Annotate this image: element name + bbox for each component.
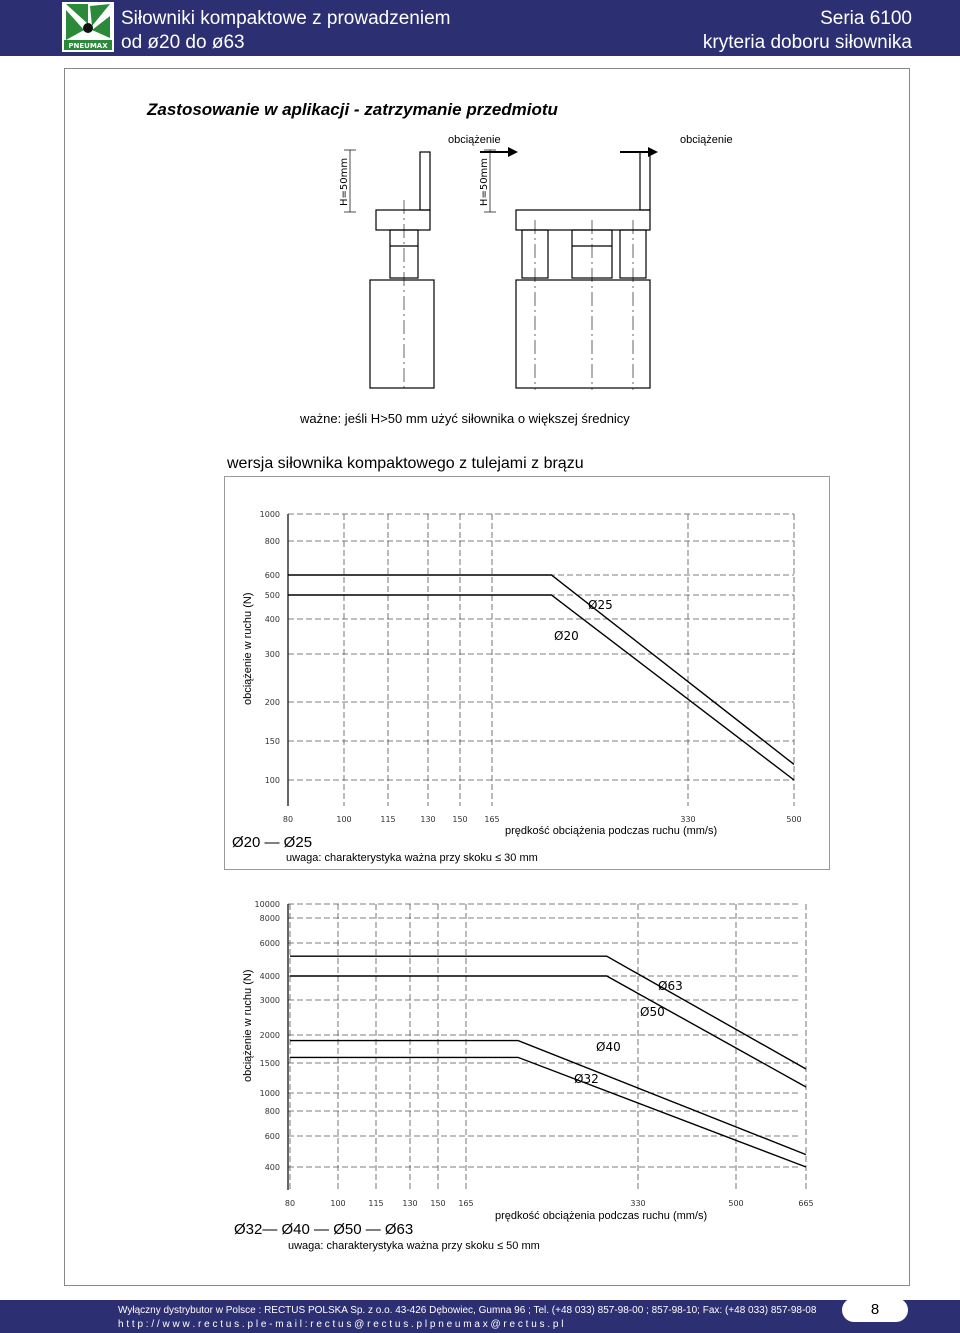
single-cylinder-drawing — [370, 152, 434, 390]
logo-text: PNEUMAX — [68, 42, 108, 50]
chart1-y-axis-label: obciążenie w ruchu (N) — [242, 592, 254, 705]
header-subtitle: kryteria doboru siłownika — [702, 32, 912, 53]
series-line — [288, 575, 794, 764]
version-subtitle: wersja siłownika kompaktowego z tulejami z brązu — [227, 455, 584, 472]
y-tick-label: 800 — [264, 1107, 280, 1116]
x-tick-label: 330 — [630, 1199, 646, 1208]
y-tick-label: 10000 — [254, 900, 280, 909]
y-tick-label: 4000 — [259, 972, 280, 981]
x-tick-label: 330 — [680, 815, 696, 824]
load-arrow-left-icon — [480, 147, 518, 157]
series-label: Ø40 — [596, 1040, 621, 1054]
series-line — [290, 1057, 806, 1167]
x-tick-label: 115 — [380, 815, 396, 824]
x-tick-label: 115 — [368, 1199, 384, 1208]
x-tick-label: 80 — [282, 815, 294, 824]
note-h: ważne: jeśli H>50 mm użyć siłownika o większej średnicy — [300, 411, 630, 426]
series-line — [288, 595, 794, 780]
y-tick-label: 400 — [264, 1163, 280, 1172]
y-tick-label: 3000 — [259, 996, 280, 1005]
y-tick-label: 150 — [264, 737, 280, 746]
x-tick-label: 80 — [284, 1199, 296, 1208]
page-number: 8 — [842, 1298, 908, 1322]
footer-distributor: Wyłączny dystrybutor w Polsce : RECTUS POLSKA Sp. z o.o. 43-426 Dębowiec, Gumna 96 ; Tel. (+48 033) 857-98-00 ; 857-98-10; Fax: (+48 033) 857-98-08 — [118, 1305, 817, 1316]
y-tick-label: 400 — [264, 615, 280, 624]
h-label-left: H=50mm — [339, 157, 350, 207]
y-tick-label: 600 — [264, 1132, 280, 1141]
x-tick-label: 100 — [336, 815, 352, 824]
x-tick-label: 500 — [786, 815, 802, 824]
y-tick-label: 300 — [264, 650, 280, 659]
load-arrow-right-icon — [620, 147, 658, 157]
chart2-y-axis-label: obciążenie w ruchu (N) — [242, 969, 254, 1082]
load-label-left: obciążenie — [448, 134, 501, 146]
series-line — [290, 976, 806, 1087]
series-label: Ø32 — [574, 1072, 599, 1086]
x-tick-label: 130 — [402, 1199, 418, 1208]
section-title: Zastosowanie w aplikacji - zatrzymanie przedmiotu — [147, 100, 558, 119]
header-series: Seria 6100 — [820, 8, 912, 29]
series-label: Ø20 — [554, 629, 579, 643]
chart2 — [224, 880, 830, 1220]
chart1 — [224, 476, 830, 870]
chart1-note: uwaga: charakterystyka ważna przy skoku ≤ 30 mm — [286, 852, 538, 864]
application-diagram — [330, 140, 750, 400]
chart2-note: uwaga: charakterystyka ważna przy skoku ≤ 50 mm — [288, 1240, 540, 1252]
y-tick-label: 600 — [264, 571, 280, 580]
series-label: Ø63 — [658, 979, 683, 993]
y-tick-label: 8000 — [259, 914, 280, 923]
x-tick-label: 130 — [420, 815, 436, 824]
x-tick-label: 165 — [484, 815, 500, 824]
header-title: Siłowniki kompaktowe z prowadzeniem — [121, 8, 451, 29]
load-label-right: obciążenie — [680, 134, 733, 146]
chart1-x-axis-label: prędkość obciążenia podczas ruchu (mm/s) — [505, 825, 718, 837]
y-tick-label: 2000 — [259, 1031, 280, 1040]
x-tick-label: 150 — [452, 815, 468, 824]
x-tick-label: 665 — [798, 1199, 814, 1208]
x-tick-label: 100 — [330, 1199, 346, 1208]
guided-cylinder-drawing — [516, 152, 650, 390]
y-tick-label: 800 — [264, 537, 280, 546]
footer-contact: h t t p : / / w w w . r e c t u s . p l e - m a i l : r e c t u s @ r e c t u s . p l p n e u m a x @ r e c t u s . p l — [118, 1319, 564, 1330]
brand-logo — [62, 2, 114, 52]
chart2-legend: Ø32— Ø40 — Ø50 — Ø63 — [234, 1221, 414, 1238]
header-title-range: od ø20 do ø63 — [121, 32, 245, 53]
y-tick-label: 100 — [264, 776, 280, 785]
x-tick-label: 500 — [728, 1199, 744, 1208]
y-tick-label: 1500 — [259, 1059, 280, 1068]
series-label: Ø25 — [588, 598, 613, 612]
h-label-right: H=50mm — [479, 157, 490, 207]
chart2-x-axis-label: prędkość obciążenia podczas ruchu (mm/s) — [495, 1210, 708, 1222]
series-label: Ø50 — [640, 1005, 665, 1019]
y-tick-label: 6000 — [259, 939, 280, 948]
y-tick-label: 1000 — [259, 510, 280, 519]
x-tick-label: 150 — [430, 1199, 446, 1208]
y-tick-label: 200 — [264, 698, 280, 707]
y-tick-label: 1000 — [259, 1089, 280, 1098]
x-tick-label: 165 — [458, 1199, 474, 1208]
chart1-legend: Ø20 — Ø25 — [232, 834, 313, 851]
y-tick-label: 500 — [264, 591, 280, 600]
